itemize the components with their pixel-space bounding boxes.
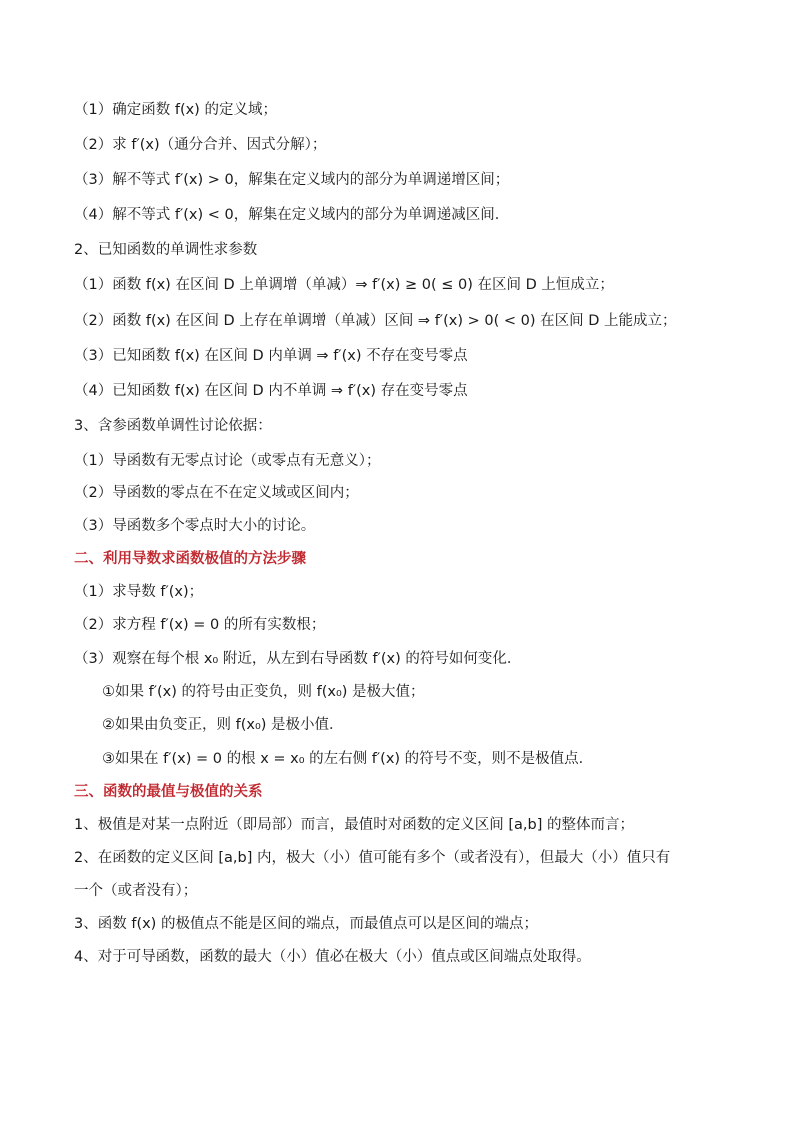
discussion-2: （2）导函数的零点在不在定义域或区间内； (74, 485, 359, 501)
extrema-step-3: （3）观察在每个根 x₀ 附近，从左到右导函数 f′(x) 的符号如何变化． (74, 651, 522, 667)
extrema-case-min: ②如果由负变正，则 f(x₀) 是极小值． (102, 717, 344, 733)
extrema-case-max: ①如果 f′(x) 的符号由正变负，则 f(x₀) 是极大值； (102, 684, 425, 700)
extrema-case-none: ③如果在 f′(x) = 0 的根 x = x₀ 的左右侧 f′(x) 的符号不变，则不是极值点． (102, 751, 594, 767)
discussion-3: （3）导函数多个零点时大小的讨论。 (74, 518, 316, 534)
heading-extrema-steps: 二、利用导数求函数极值的方法步骤 (74, 551, 306, 567)
param-rule-3: （3）已知函数 f(x) 在区间 D 内单调 ⇒ f′(x) 不存在变号零点 (74, 348, 468, 364)
heading-max-vs-extremum: 三、函数的最值与极值的关系 (74, 784, 263, 800)
step-3-increasing: （3）解不等式 f′(x) > 0，解集在定义域内的部分为单调递增区间； (74, 172, 510, 188)
relation-2: 2、在函数的定义区间 [a,b] 内，极大（小）值可能有多个（或者没有），但最大（小）值只有 (74, 850, 671, 866)
param-rule-1: （1）函数 f(x) 在区间 D 上单调增（单减）⇒ f′(x) ≥ 0( ≤ 0) 在区间 D 上恒成立； (74, 277, 614, 293)
discussion-1: （1）导函数有无零点讨论（或零点有无意义）； (74, 453, 381, 469)
relation-1: 1、极值是对某一点附近（即局部）而言，最值时对函数的定义区间 [a,b] 的整体而言； (74, 817, 634, 833)
step-4-decreasing: （4）解不等式 f′(x) < 0，解集在定义域内的部分为单调递减区间． (74, 207, 510, 223)
relation-3: 3、函数 f(x) 的极值点不能是区间的端点，而最值点可以是区间的端点； (74, 916, 538, 932)
param-rule-4: （4）已知函数 f(x) 在区间 D 内不单调 ⇒ f′(x) 存在变号零点 (74, 383, 468, 399)
step-1-domain: （1）确定函数 f(x) 的定义域； (74, 102, 277, 118)
extrema-step-2: （2）求方程 f′(x) = 0 的所有实数根； (74, 617, 326, 633)
section-2-title: 2、已知函数的单调性求参数 (74, 242, 258, 258)
relation-4: 4、对于可导函数，函数的最大（小）值必在极大（小）值点或区间端点处取得。 (74, 949, 591, 965)
step-2-derivative: （2）求 f′(x)（通分合并、因式分解）； (74, 137, 327, 153)
param-rule-2: （2）函数 f(x) 在区间 D 上存在单调增（单减）区间 ⇒ f′(x) > 0( < 0) 在区间 D 上能成立； (74, 313, 677, 329)
section-3-title: 3、含参函数单调性讨论依据： (74, 418, 272, 434)
relation-2-continued: 一个（或者没有）； (74, 883, 198, 899)
extrema-step-1: （1）求导数 f′(x)； (74, 584, 204, 600)
